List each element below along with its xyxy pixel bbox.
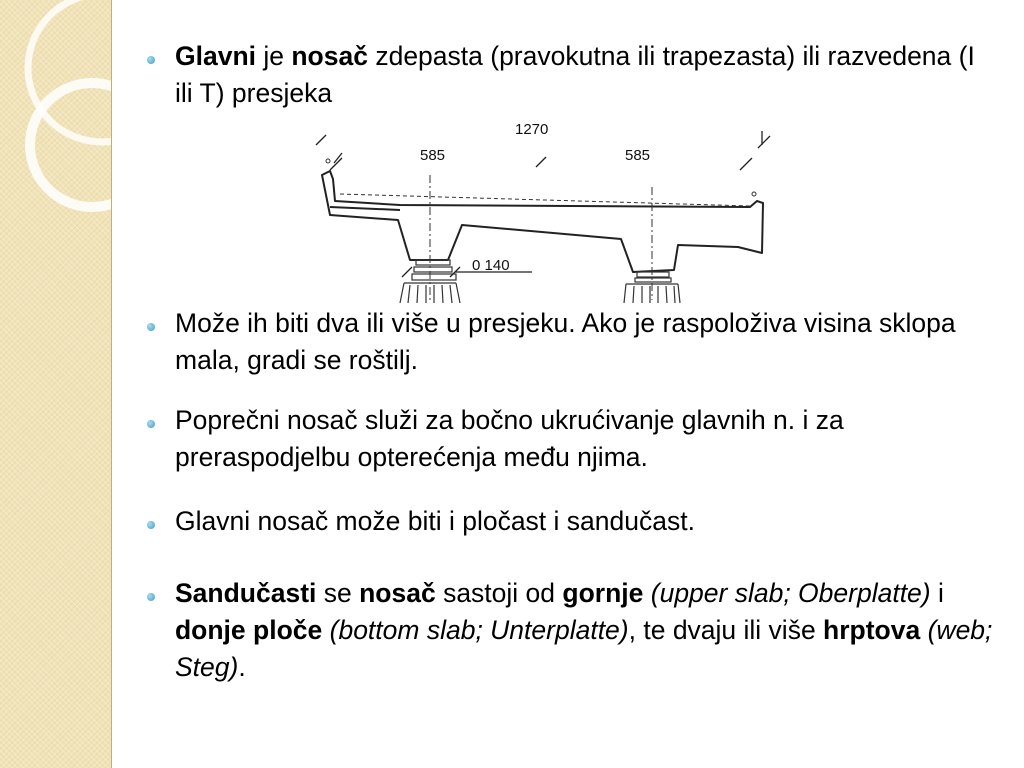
bullet-marker [147, 521, 155, 529]
italic-translation: (web; Steg) [175, 615, 993, 682]
bullet-marker [147, 323, 155, 331]
bold-term: hrptova [823, 615, 921, 645]
sidebar-divider [111, 0, 112, 768]
bold-term: Glavni [175, 41, 257, 71]
bullet-text-4: Glavni nosač može biti i pločast i sandučast. [175, 506, 695, 536]
bold-term: nosač [291, 41, 368, 71]
italic-translation: (upper slab; Oberplatte) [650, 578, 931, 608]
bullet-marker [147, 420, 155, 428]
bold-term: Sandučasti [175, 578, 317, 608]
bullet-marker [147, 593, 155, 601]
italic-translation: (bottom slab; Unterplatte) [329, 615, 629, 645]
bullet-text-2: Može ih biti dva ili više u presjeku. Ako je raspoloživa visina sklopa mala, gradi se roštilj. [175, 308, 956, 375]
bold-term: nosač [359, 578, 436, 608]
bullet-marker [147, 56, 155, 64]
dimension-left: 585 [420, 147, 446, 164]
dimension-right: 585 [625, 147, 651, 164]
dimension-bearing: 0 140 [472, 257, 510, 274]
bullet-text-3: Poprečni nosač služi za bočno ukrućivanje glavnih n. i za preraspodjelbu opterećenja među njima. [175, 405, 844, 472]
bullet-text-5: Sandučasti se nosač sastoji od gornje (upper slab; Oberplatte) i donje ploče (bottom slab; Unterplatte), te dvaju ili više hrptova (web; Steg). [175, 578, 993, 682]
bold-term: gornje [562, 578, 644, 608]
bold-term: donje ploče [175, 615, 323, 645]
sidebar-ornament [0, 0, 135, 260]
cross-section-figure [300, 115, 790, 305]
dimension-total: 1270 [515, 121, 549, 138]
bullet-text-1: Glavni je nosač zdepasta (pravokutna ili trapezasta) ili razvedena (I ili T) presjeka [175, 41, 975, 108]
